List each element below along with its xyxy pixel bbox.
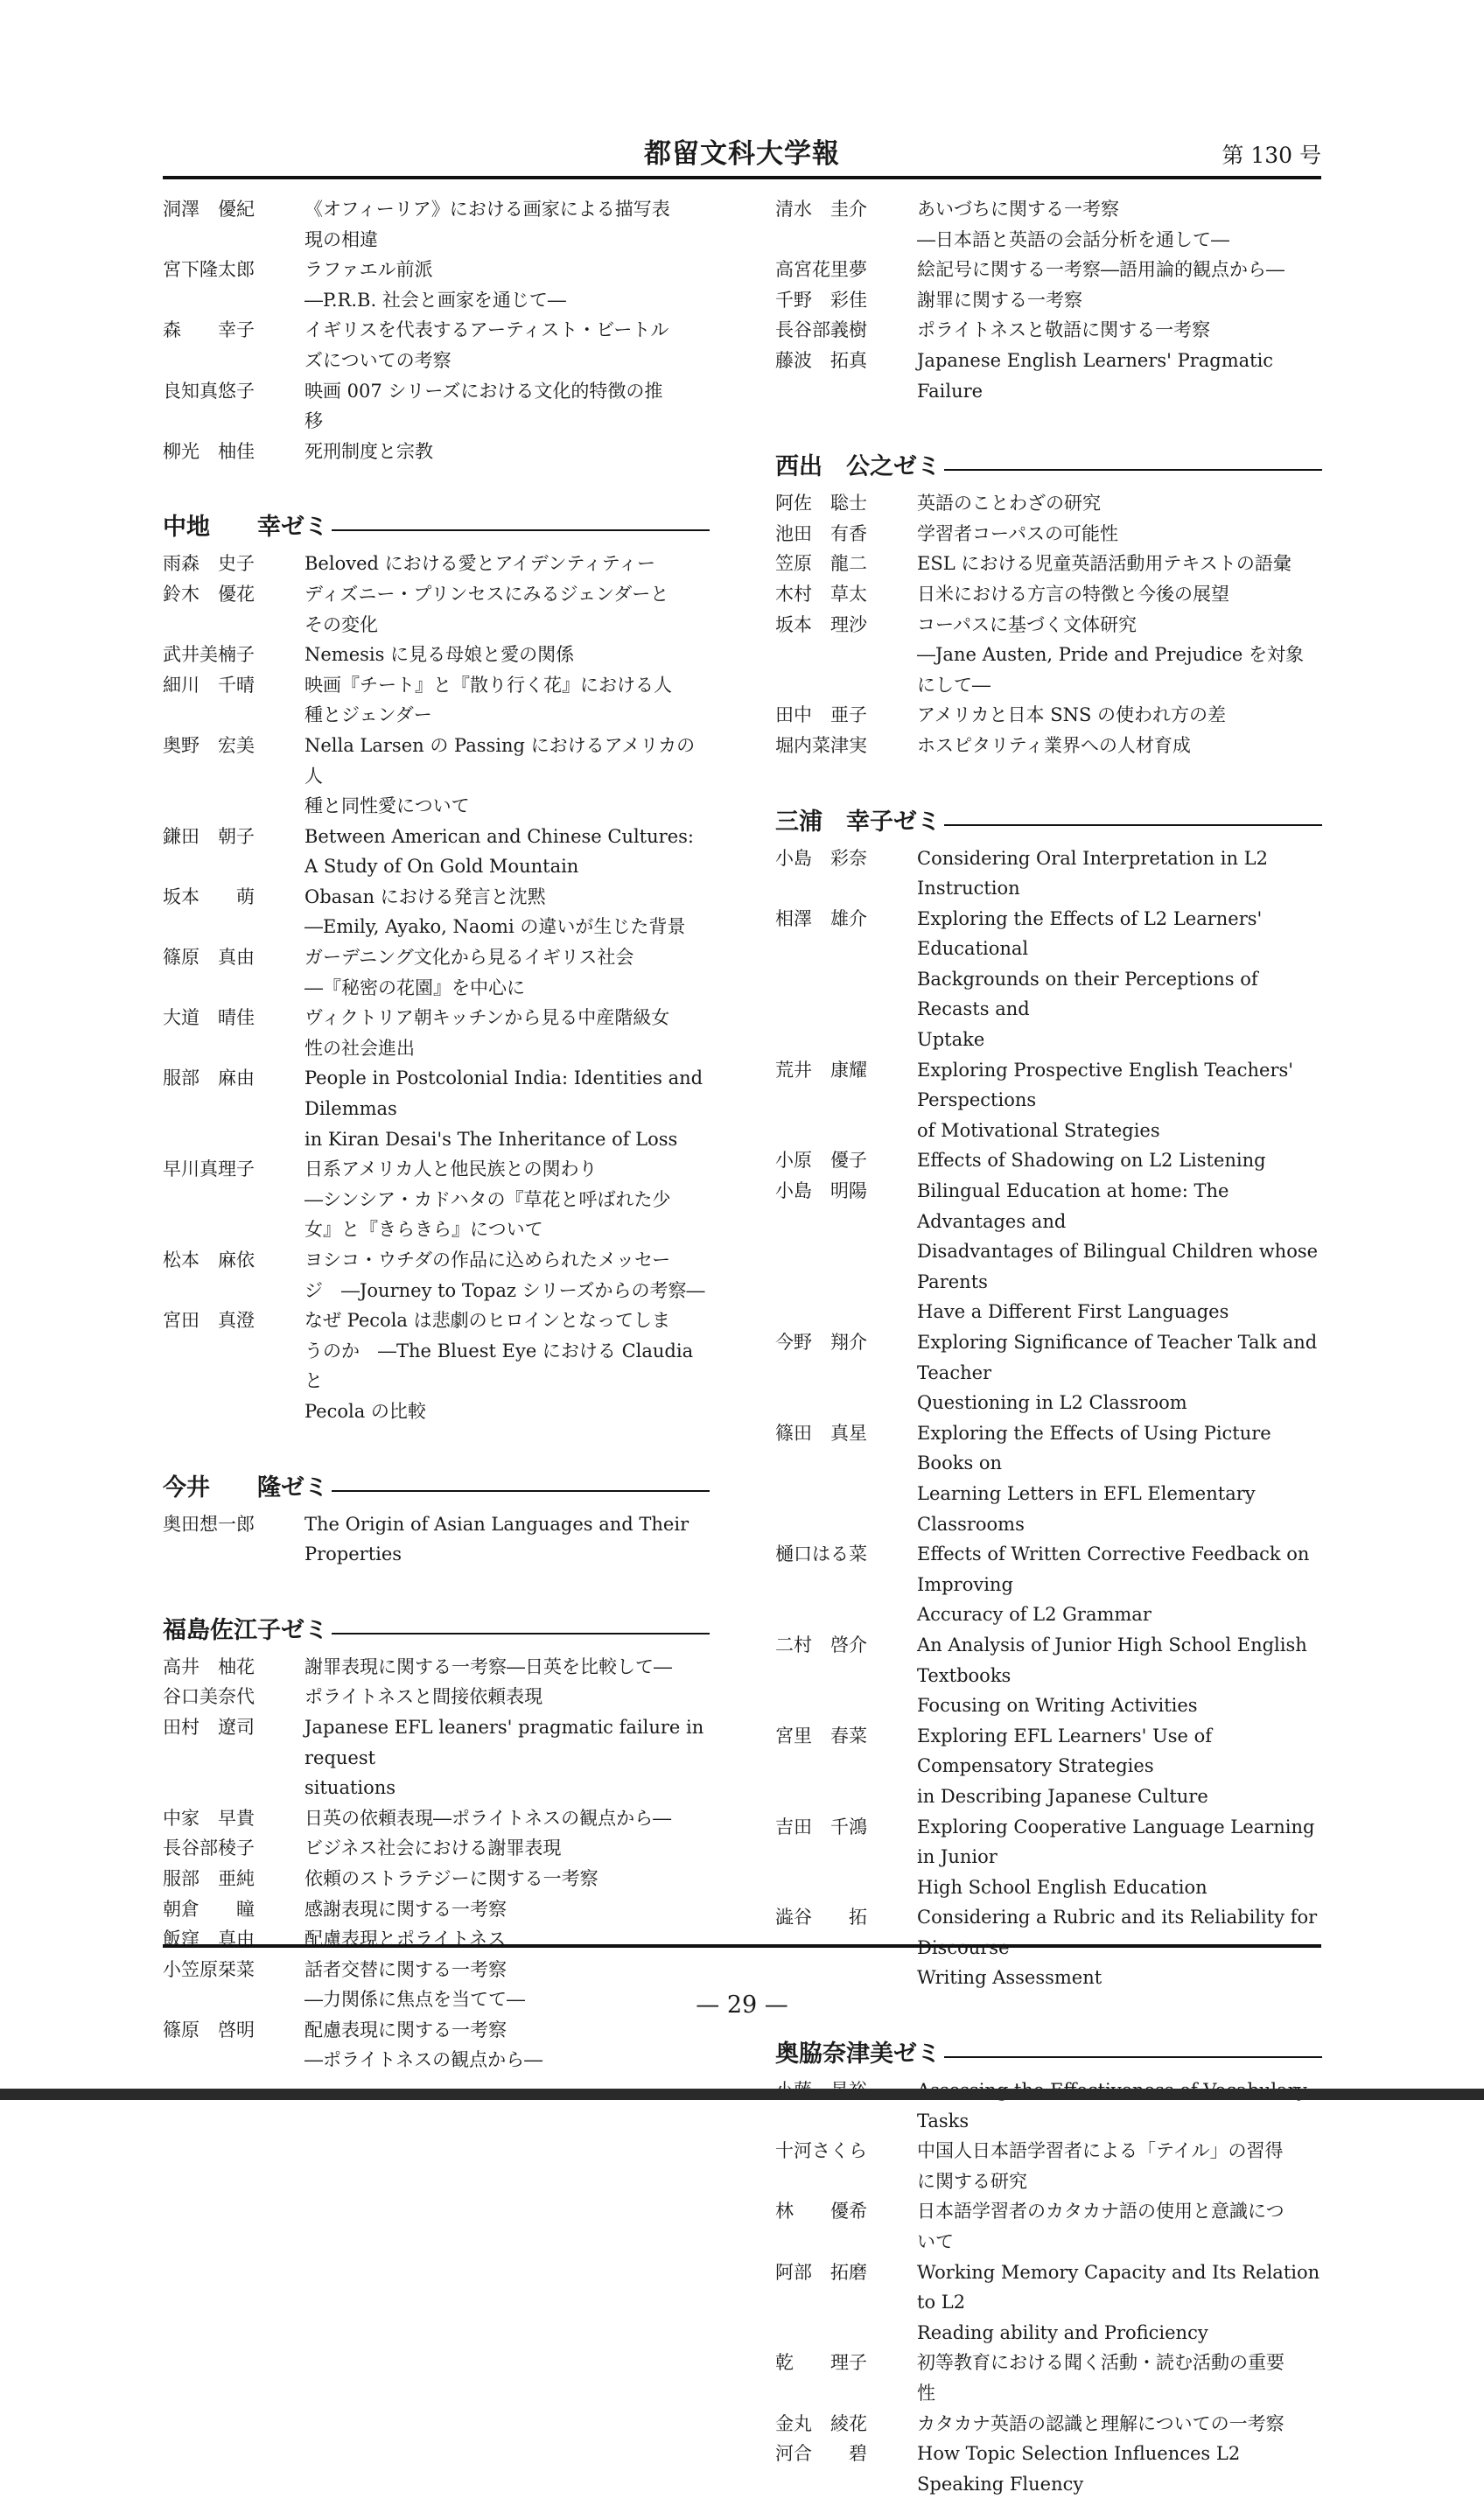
student-name: 篠原 啓明 xyxy=(163,2019,255,2040)
thesis-title: Tasks xyxy=(917,2110,970,2132)
thesis-title: ヴィクトリア朝キッチンから見る中産階級女 性の社会進出 xyxy=(304,1007,670,1059)
thesis-title: 日系アメリカ人と他民族との関わり ―シンシア・カドハタの『草花と呼ばれた少 女』と『きらきら』について xyxy=(304,1158,671,1241)
thesis-entry xyxy=(775,1812,1322,1903)
student-name: 坂本 萌 xyxy=(163,886,255,907)
student-name: 良知真悠子 xyxy=(163,380,255,402)
thesis-entry xyxy=(163,1833,710,1864)
thesis-entry xyxy=(163,942,710,1003)
thesis-entry xyxy=(163,1924,710,1955)
student-name: 森 幸子 xyxy=(163,319,255,341)
seminar-title: 西出 公之ゼミ xyxy=(775,447,944,481)
thesis-title: 中国人日本語学習者による「テイル」の習得 に関する研究 xyxy=(917,2140,1284,2192)
thesis-title: 日米における方言の特徴と今後の展望 xyxy=(917,583,1229,605)
seminar-title: 奥脇奈津美ゼミ xyxy=(775,2034,944,2068)
thesis-entry xyxy=(163,882,710,942)
thesis-entry xyxy=(163,1682,710,1712)
thesis-title: Effects of Shadowing on L2 Listening xyxy=(917,1150,1266,1172)
thesis-entry xyxy=(775,844,1322,904)
thesis-entry xyxy=(775,1902,1322,1993)
student-name: 飯窪 真由 xyxy=(163,1928,255,1950)
student-name: 高井 柚花 xyxy=(163,1656,255,1677)
thesis-title: ガーデニング文化から見るイギリス社会 ―『秘密の花園』を中心に xyxy=(304,947,634,998)
thesis-entry xyxy=(775,2196,1322,2257)
student-name: 小笠原栞菜 xyxy=(163,1958,255,1980)
thesis-entry xyxy=(163,1894,710,1925)
thesis-entry xyxy=(163,437,710,467)
student-name: 木村 草太 xyxy=(775,583,867,605)
thesis-title: アメリカと日本 SNS の使われ方の差 xyxy=(917,704,1227,726)
page-number: — 29 — xyxy=(696,1992,788,2019)
student-name: 武井美楠子 xyxy=(163,644,255,666)
student-name: 阿部 拓磨 xyxy=(775,2261,867,2283)
thesis-entry xyxy=(775,488,1322,519)
thesis-entry xyxy=(775,194,1322,255)
thesis-title: あいづちに関する一考察 ―日本語と英語の会話分析を通して― xyxy=(917,199,1229,250)
thesis-entry xyxy=(775,315,1322,346)
thesis-title: ディズニー・プリンセスにみるジェンダーと その変化 xyxy=(304,583,669,635)
student-name: 荒井 康耀 xyxy=(775,1059,867,1081)
student-name: 鎌田 朝子 xyxy=(163,825,255,847)
student-name: 大道 晴佳 xyxy=(163,1007,255,1029)
student-name: 澁谷 拓 xyxy=(775,1907,867,1928)
student-name: 笠原 龍二 xyxy=(775,553,867,575)
thesis-title: Japanese English Learners' Pragmatic Failure xyxy=(917,349,1274,402)
student-name: 谷口美奈代 xyxy=(163,1686,255,1708)
thesis-entry xyxy=(775,1055,1322,1146)
thesis-entry xyxy=(775,255,1322,285)
seminar-heading xyxy=(775,441,1322,486)
student-name: 長谷部稜子 xyxy=(163,1838,255,1859)
student-name: 田村 遼司 xyxy=(163,1716,255,1738)
student-name: 林 優希 xyxy=(775,2201,867,2222)
thesis-entry xyxy=(775,2076,1322,2136)
student-name: 小島 明陽 xyxy=(775,1180,867,1202)
student-name: 朝倉 瞳 xyxy=(163,1898,255,1920)
seminar-title: 三浦 幸子ゼミ xyxy=(775,802,944,836)
student-name: 河合 碧 xyxy=(775,2443,867,2465)
thesis-title: ポライトネスと間接依頼表現 xyxy=(304,1686,543,1708)
thesis-title: Exploring Prospective English Teachers' Perspections of Motivational Strategies xyxy=(917,1059,1294,1141)
thesis-entry xyxy=(163,1803,710,1834)
student-name: 鈴木 優花 xyxy=(163,583,255,605)
thesis-entry xyxy=(775,346,1322,406)
thesis-title: 謝罪に関する一考察 xyxy=(917,289,1082,311)
thesis-title: 日英の依頼表現―ポライトネスの観点から― xyxy=(304,1807,672,1829)
seminar-heading xyxy=(163,1605,710,1650)
thesis-entry xyxy=(163,1003,710,1063)
thesis-entry xyxy=(163,1864,710,1894)
thesis-title: Considering a Rubric and its Reliability for Discourse Writing Assessment xyxy=(917,1907,1318,1989)
scan-border xyxy=(0,2089,1484,2100)
student-name: 乾 理子 xyxy=(775,2352,867,2374)
thesis-title: 話者交替に関する一考察 ―力関係に焦点を当てて― xyxy=(304,1958,525,2011)
student-name: 奥野 宏美 xyxy=(163,734,255,756)
thesis-title: カタカナ英語の認識と理解についての一考察 xyxy=(917,2412,1284,2434)
student-name: 高宮花里夢 xyxy=(775,259,867,281)
student-name: 十河さくら xyxy=(775,2140,867,2162)
thesis-title: ラファエル前派 ―P.R.B. 社会と画家を通じて― xyxy=(304,259,566,311)
student-name: 二村 啓介 xyxy=(775,1634,867,1656)
thesis-entry xyxy=(163,1652,710,1683)
student-name: 服部 亜純 xyxy=(163,1867,255,1889)
student-name: 堀内菜津実 xyxy=(775,734,867,756)
thesis-title: 謝罪表現に関する一考察―日英を比較して― xyxy=(304,1656,672,1677)
thesis-title: Between American and Chinese Cultures: A Study of On Gold Mountain xyxy=(304,825,694,878)
thesis-entry xyxy=(163,315,710,375)
thesis-entry xyxy=(775,1145,1322,1176)
thesis-title: 映画『チート』と『散り行く花』における人 種とジェンダー xyxy=(304,674,672,726)
thesis-entry xyxy=(775,2409,1322,2440)
right-column xyxy=(775,194,1322,2499)
thesis-entry xyxy=(775,2258,1322,2348)
thesis-title: なぜ Pecola は悲劇のヒロインとなってしま うのか ―The Bluest Eye における Claudia と Pecola の比較 xyxy=(304,1310,694,1422)
thesis-entry xyxy=(163,822,710,882)
thesis-title: Beloved における愛とアイデンティティー xyxy=(304,553,655,575)
thesis-title: 英語のことわざの研究 xyxy=(917,493,1101,514)
student-name: 宮下隆太郎 xyxy=(163,259,255,281)
student-name: 小原 優子 xyxy=(775,1150,867,1172)
thesis-entry xyxy=(163,2015,710,2076)
thesis-entry xyxy=(163,1712,710,1803)
thesis-title: ビジネス社会における謝罪表現 xyxy=(304,1838,562,1859)
thesis-title: 配慮表現とポライトネス xyxy=(304,1928,507,1950)
student-name: 小島 彩奈 xyxy=(775,847,867,869)
thesis-title: Nella Larsen の Passing におけるアメリカの人 種と同性愛について xyxy=(304,734,696,817)
thesis-title: 学習者コーパスの可能性 xyxy=(917,522,1118,544)
seminar-title: 今井 隆ゼミ xyxy=(163,1468,332,1502)
thesis-entry xyxy=(775,519,1322,550)
thesis-title: Japanese EFL leaners' pragmatic failure in request situations xyxy=(304,1716,704,1799)
thesis-entry xyxy=(775,731,1322,761)
student-name: 今野 翔介 xyxy=(775,1332,867,1353)
header-rule xyxy=(163,176,1321,179)
issue-number: 第 130 号 xyxy=(1222,143,1321,168)
thesis-title: How Topic Selection Influences L2 Speaking Fluency xyxy=(917,2443,1241,2495)
thesis-entry xyxy=(775,2348,1322,2408)
thesis-entry xyxy=(775,1539,1322,1630)
thesis-title: Nemesis に見る母娘と愛の関係 xyxy=(304,644,575,666)
student-name: 金丸 綾花 xyxy=(775,2412,867,2434)
thesis-title: Effects of Written Corrective Feedback on Improving Accuracy of L2 Grammar xyxy=(917,1544,1310,1626)
thesis-title: Considering Oral Interpretation in L2 Instruction xyxy=(917,847,1268,900)
thesis-title: Exploring EFL Learners' Use of Compensatory Strategies in Describing Japanese Culture xyxy=(917,1725,1213,1807)
seminar-heading xyxy=(163,501,710,547)
thesis-title: ホスピタリティ業界への人材育成 xyxy=(917,734,1191,756)
thesis-entry xyxy=(775,1418,1322,1539)
student-name: 相澤 雄介 xyxy=(775,907,867,929)
thesis-entry xyxy=(775,1630,1322,1721)
thesis-title: An Analysis of Junior High School English Textbooks Focusing on Writing Activities xyxy=(917,1634,1307,1717)
thesis-entry xyxy=(775,1176,1322,1327)
thesis-title: イギリスを代表するアーティスト・ビートル ズについての考察 xyxy=(304,319,669,371)
student-name: 樋口はる菜 xyxy=(775,1544,867,1565)
thesis-title: Obasan における発言と沈黙 ―Emily, Ayako, Naomi の違いが生じた背景 xyxy=(304,886,686,938)
seminar-title: 福島佐江子ゼミ xyxy=(163,1611,332,1645)
student-name: 篠原 真由 xyxy=(163,947,255,969)
thesis-title: Exploring Significance of Teacher Talk and Teacher Questioning in L2 Classroom xyxy=(917,1332,1318,1414)
page-header xyxy=(163,131,1321,177)
thesis-entry xyxy=(163,194,710,255)
thesis-title: ヨシコ・ウチダの作品に込められたメッセー ジ ―Journey to Topaz シリーズからの考察― xyxy=(304,1250,705,1301)
student-name: 坂本 理沙 xyxy=(775,613,867,635)
footer-rule xyxy=(163,1944,1321,1948)
student-name: 雨森 史子 xyxy=(163,553,255,575)
thesis-entry xyxy=(163,1245,710,1306)
thesis-entry xyxy=(775,2439,1322,2499)
thesis-title: コーパスに基づく文体研究 ―Jane Austen, Pride and Prejudice を対象にして― xyxy=(917,613,1305,696)
student-name: 奥田想一郎 xyxy=(163,1513,255,1535)
thesis-title: Exploring the Effects of Using Picture Books on Learning Letters in EFL Elementary Classrooms xyxy=(917,1422,1271,1535)
thesis-entry xyxy=(163,1063,710,1154)
student-name: 千野 彩佳 xyxy=(775,289,867,311)
thesis-title: 初等教育における聞く活動・読む活動の重要 性 xyxy=(917,2352,1284,2404)
thesis-entry xyxy=(775,610,1322,701)
thesis-title: 絵記号に関する一考察―語用論的観点から― xyxy=(917,259,1284,281)
thesis-title: Bilingual Education at home: The Advantages and Disadvantages of Bilingual Children whose Parents Have a Different First Languages xyxy=(917,1180,1319,1323)
thesis-entry xyxy=(163,549,710,579)
thesis-title: 感謝表現に関する一考察 xyxy=(304,1898,507,1920)
thesis-title: Exploring the Effects of L2 Learners' Educational Backgrounds on their Perceptions of Recasts and Uptake xyxy=(917,907,1263,1051)
student-name: 柳光 柚佳 xyxy=(163,440,255,462)
student-name: 服部 麻由 xyxy=(163,1068,255,1089)
thesis-entry xyxy=(775,904,1322,1055)
student-name: 早川真理子 xyxy=(163,1158,255,1180)
student-name: 松本 麻依 xyxy=(163,1250,255,1270)
thesis-entry xyxy=(163,376,710,437)
student-name: 吉田 千鴻 xyxy=(775,1816,867,1838)
thesis-title: The Origin of Asian Languages and Their Properties xyxy=(304,1513,690,1565)
seminar-heading xyxy=(775,2028,1322,2074)
student-name: 宮田 真澄 xyxy=(163,1310,255,1332)
thesis-entry xyxy=(163,1509,710,1570)
thesis-entry xyxy=(775,579,1322,610)
thesis-title: ポライトネスと敬語に関する一考察 xyxy=(917,319,1211,341)
left-column xyxy=(163,194,710,2076)
thesis-entry xyxy=(775,549,1322,579)
student-name: 中家 早貴 xyxy=(163,1807,255,1829)
student-name xyxy=(775,2076,917,2136)
thesis-entry xyxy=(163,1306,710,1426)
student-name: 池田 有香 xyxy=(775,522,867,544)
thesis-entry xyxy=(163,1154,710,1245)
thesis-entry xyxy=(163,640,710,670)
thesis-entry xyxy=(163,579,710,640)
thesis-title: 《オフィーリア》における画家による描写表 現の相違 xyxy=(304,199,670,250)
student-name: 藤波 拓真 xyxy=(775,349,867,371)
thesis-title: 映画 007 シリーズにおける文化的特徴の推 移 xyxy=(304,380,663,432)
student-name: 田中 亜子 xyxy=(775,704,867,726)
student-name: 細川 千晴 xyxy=(163,674,255,696)
thesis-entry xyxy=(775,700,1322,731)
student-name: 洞澤 優紀 xyxy=(163,199,255,220)
thesis-entry xyxy=(163,255,710,315)
seminar-heading xyxy=(775,796,1322,842)
thesis-title: People in Postcolonial India: Identities and Dilemmas in Kiran Desai's The Inheritance of Loss xyxy=(304,1068,704,1150)
student-name: 宮里 春菜 xyxy=(775,1725,867,1746)
thesis-entry xyxy=(775,1327,1322,1418)
thesis-title: 日本語学習者のカタカナ語の使用と意識につ いて xyxy=(917,2201,1284,2253)
student-name: 長谷部義樹 xyxy=(775,319,867,341)
thesis-entry xyxy=(775,285,1322,316)
thesis-title: 死刑制度と宗教 xyxy=(304,440,433,462)
thesis-entry xyxy=(163,670,710,731)
thesis-title: Exploring Cooperative Language Learning in Junior High School English Education xyxy=(917,1816,1315,1898)
student-name: 阿佐 聡士 xyxy=(775,493,867,514)
thesis-entry xyxy=(775,2136,1322,2196)
thesis-title: ESL における児童英語活動用テキストの語彙 xyxy=(917,553,1292,575)
thesis-entry xyxy=(775,1721,1322,1812)
seminar-title: 中地 幸ゼミ xyxy=(163,508,332,542)
thesis-title: Working Memory Capacity and Its Relation to L2 Reading ability and Proficiency xyxy=(917,2261,1320,2343)
seminar-heading xyxy=(163,1462,710,1508)
thesis-entry xyxy=(163,731,710,822)
thesis-title: 配慮表現に関する一考察 ―ポライトネスの観点から― xyxy=(304,2019,543,2071)
student-name: 清水 圭介 xyxy=(775,199,867,220)
thesis-title: 依頼のストラテジーに関する一考察 xyxy=(304,1867,598,1889)
student-name: 篠田 真星 xyxy=(775,1422,867,1444)
journal-title: 都留文科大学報 xyxy=(644,138,840,170)
